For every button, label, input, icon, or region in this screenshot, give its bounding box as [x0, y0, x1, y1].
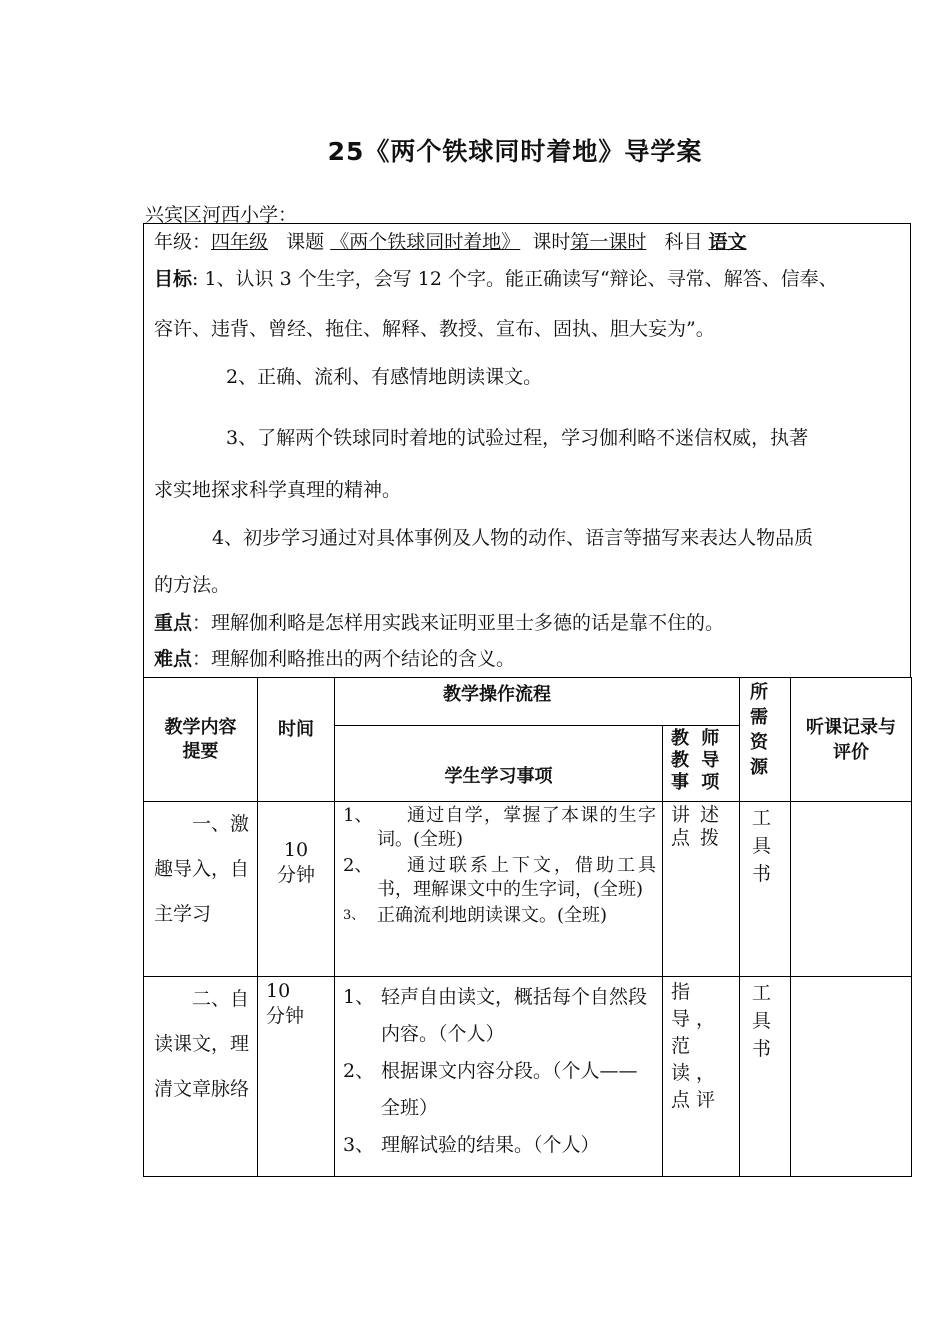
list-item: 3、 理解试验的结果。（个人） — [343, 1134, 600, 1156]
row-2-teacher: 指导，范读，点评 — [663, 977, 740, 1177]
row-2-record — [791, 977, 912, 1177]
goal-2: 2、正确、流利、有感情地朗读课文。 — [226, 366, 543, 388]
grade-value: 四年级 — [211, 231, 269, 253]
goal-4-line-2: 的方法。 — [154, 574, 231, 596]
list-item: 3、 正确流利地朗读课文。(全班) — [343, 905, 608, 926]
topic-label: 课题 — [286, 231, 325, 253]
row-1-steps — [335, 802, 663, 977]
topic-value: 《两个铁球同时着地》 — [330, 231, 521, 253]
subject-value: 语文 — [708, 231, 747, 253]
goals-label: 目标 — [154, 268, 193, 290]
goal-3-line-2: 求实地探求科学真理的精神。 — [154, 479, 402, 501]
key-point — [154, 608, 724, 635]
header-record: 听课记录与评价 — [791, 678, 912, 802]
header-time: 时间 — [258, 678, 335, 802]
row-1-time: 10 分钟 — [258, 802, 335, 977]
list-item: 2、 根据课文内容分段。（个人——全班） — [343, 1060, 638, 1119]
lesson-info-box — [143, 223, 911, 677]
header-teacher: 教 师教 导事 项 — [663, 726, 740, 802]
header-resources: 所需资源 — [740, 678, 791, 802]
goal-1-line-1 — [154, 264, 838, 291]
goal-3-line-1: 3、了解两个铁球同时着地的试验过程，学习伽利略不迷信权威，执著 — [226, 427, 809, 449]
row-1-resources: 工具书 — [740, 802, 791, 977]
table-row — [144, 802, 912, 977]
header-student: 学生学习事项 — [335, 726, 663, 802]
row-2-steps — [335, 977, 663, 1177]
list-item: 2、 通过联系上下文，借助工具书，理解课文中的生字词，(全班) — [343, 855, 656, 900]
row-1-record — [791, 802, 912, 977]
goal-1-text: : 1、认识 3 个生字，会写 12 个字。能正确读写“辩论、寻常、解答、信奉、 — [192, 268, 838, 290]
list-item: 1、 轻声自由读文，概括每个自然段内容。（个人） — [343, 986, 648, 1045]
key-point-label: 重点 — [154, 612, 193, 634]
row-1-teacher: 讲 述点 拨 — [663, 802, 740, 977]
document-title: 25《两个铁球同时着地》导学案 — [327, 137, 703, 166]
row-2-content: 二、自读课文，理清文章脉络 — [144, 977, 258, 1177]
row-2-time: 10 分钟 — [258, 977, 335, 1177]
header-content: 教学内容提要 — [144, 678, 258, 802]
goal-1-line-2: 容许、违背、曾经、拖住、解释、教授、宣布、固执、胆大妄为”。 — [154, 318, 715, 340]
school-name: 兴宾区河西小学： — [145, 204, 298, 226]
row-1-content: 一、激趣导入，自主学习 — [144, 802, 258, 977]
period-value: 第一课时 — [570, 231, 647, 253]
difficulty-label: 难点 — [154, 648, 193, 670]
key-point-text: ：理解伽利略是怎样用实践来证明亚里士多德的话是靠不住的。 — [192, 612, 725, 634]
goal-4-line-1: 4、初步学习通过对具体事例及人物的动作、语言等描写来表达人物品质 — [212, 527, 814, 549]
table-row — [144, 977, 912, 1177]
lesson-flow-table — [143, 677, 912, 1177]
period-label: 课时 — [532, 231, 571, 253]
header-flow: 教学操作流程 — [335, 678, 740, 726]
subject-label: 科目 — [664, 231, 703, 253]
grade-label: 年级： — [154, 231, 212, 253]
list-item: 1、 通过自学，掌握了本课的生字词。(全班) — [343, 805, 656, 850]
row-2-resources: 工具书 — [740, 977, 791, 1177]
difficulty-text: ：理解伽利略推出的两个结论的含义。 — [192, 648, 516, 670]
difficulty — [154, 644, 515, 671]
lesson-info-line — [154, 227, 747, 254]
